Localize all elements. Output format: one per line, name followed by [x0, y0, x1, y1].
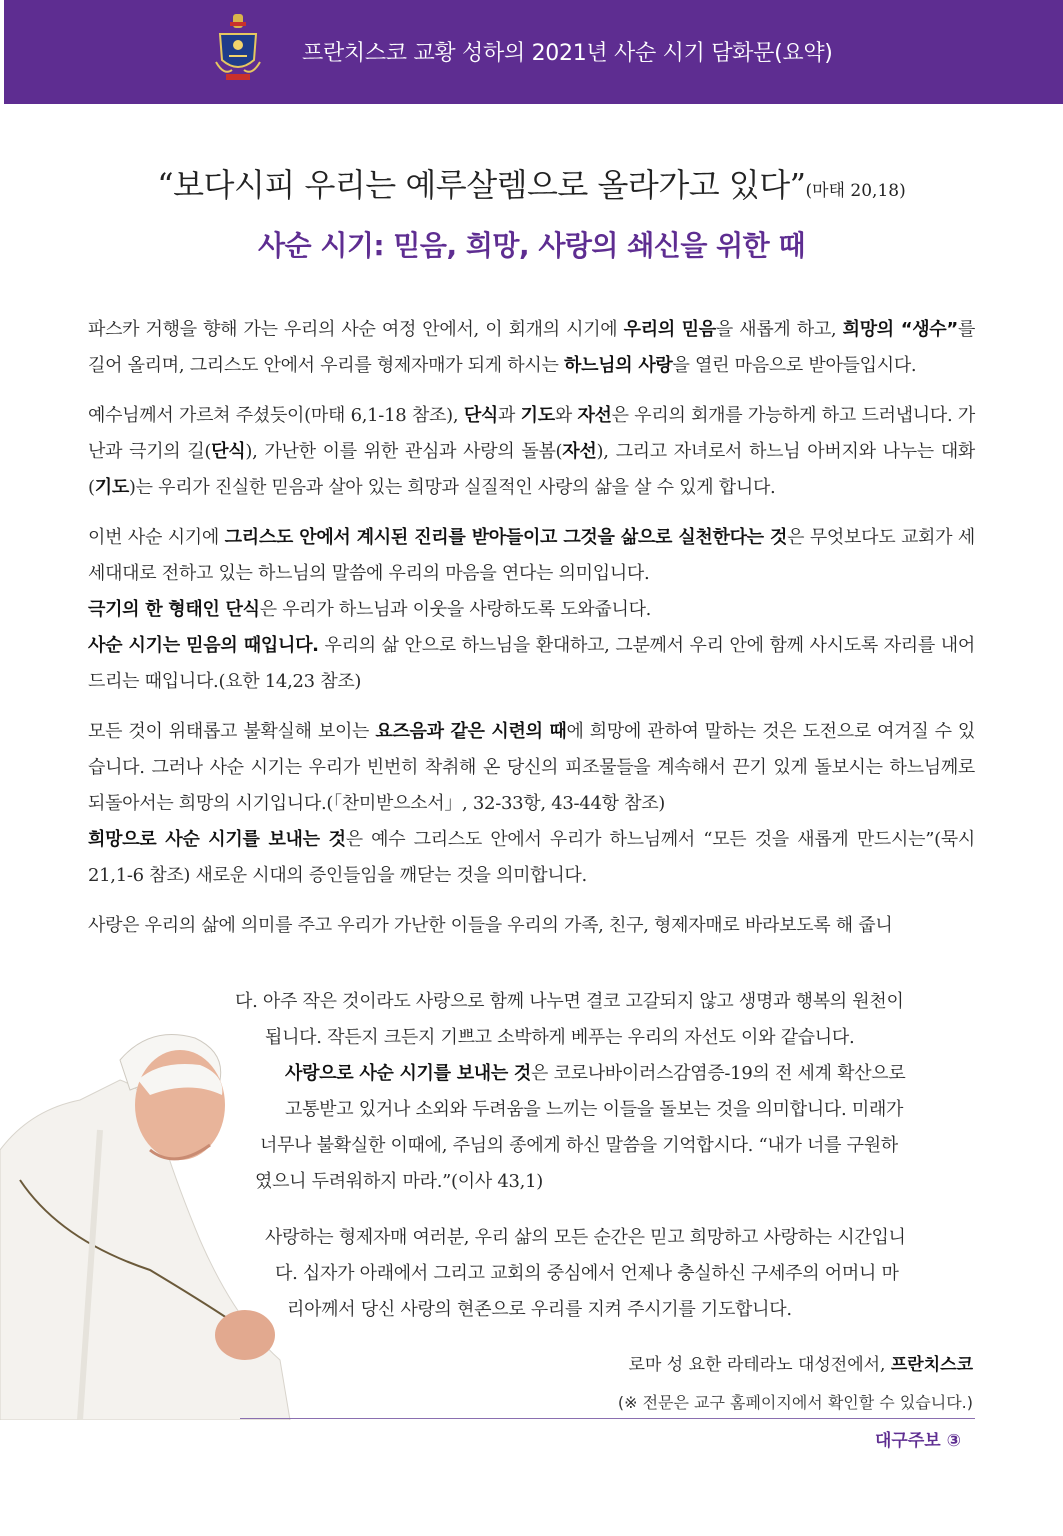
paragraph-9-line-3: 너무나 불확실한 이때에, 주님의 종에게 하신 말씀을 기억합시다. “내가 너를 구원하 [260, 1135, 898, 1156]
paragraph-1: 파스카 거행을 향해 가는 우리의 사순 여정 안에서, 이 회개의 시기에 우리의 믿음을 새롭게 하고, 희망의 “생수”를 길어 올리며, 그리스도 안에서 우리를 형제자매가 되게 하시는 하느님의 사랑을 열린 마음으로 받아들입시다. [88, 319, 976, 376]
paragraph-8-line-1: 사랑은 우리의 삶에 의미를 주고 우리가 가난한 이들을 우리의 가족, 친구, 형제자매로 바라보도록 해 줍니 [88, 915, 893, 936]
page-subtitle: 사순 시기: 믿음, 희망, 사랑의 쇄신을 위한 때 [257, 229, 806, 262]
signature: 로마 성 요한 라테라노 대성전에서, 프란치스코 [628, 1355, 973, 1375]
paragraph-10-line-2: 다. 십자가 아래에서 그리고 교회의 중심에서 언제나 충실하신 구세주의 어머니 마 [275, 1263, 899, 1284]
message-body [88, 312, 975, 944]
paragraph-10-line-3: 리아께서 당신 사랑의 현존으로 우리를 지켜 주시기를 기도합니다. [287, 1299, 792, 1320]
title-quote: “보다시피 우리는 예루살렘으로 올라가고 있다” [157, 166, 806, 204]
paragraph-4: 극기의 한 형태인 단식은 우리가 하느님과 이웃을 사랑하도록 도와줍니다. [88, 599, 652, 620]
papal-coat-of-arms-icon [214, 12, 262, 84]
paragraph-9-line-4: 였으니 두려워하지 마라.”(이사 43,1) [255, 1171, 543, 1192]
divider [240, 1418, 975, 1419]
page-title [0, 160, 1063, 206]
paragraph-9-line-2: 고통받고 있거나 소외와 두려움을 느끼는 이들을 돌보는 것을 의미합니다. 미래가 [285, 1099, 904, 1120]
author-name: 프란치스코 [890, 1355, 973, 1375]
header-banner [4, 0, 1063, 104]
title-reference: (마태 20,18) [805, 181, 906, 201]
paragraph-8-line-2: 다. 아주 작은 것이라도 사랑으로 함께 나누면 결코 고갈되지 않고 생명과 행복의 원천이 [235, 991, 904, 1012]
paragraph-5: 사순 시기는 믿음의 때입니다. 우리의 삶 안으로 하느님을 환대하고, 그분께서 우리 안에 함께 사시도록 자리를 내어드리는 때입니다.(요한 14,23 참조) [88, 635, 975, 692]
footer-page-label: 대구주보 ③ [875, 1431, 961, 1451]
paragraph-3: 이번 사순 시기에 그리스도 안에서 계시된 진리를 받아들이고 그것을 삶으로 실천한다는 것은 무엇보다도 교회가 세세대대로 전하고 있는 하느님의 말씀에 우리의 마음을 연다는 의미입니다. [88, 527, 975, 584]
paragraph-2: 예수님께서 가르쳐 주셨듯이(마태 6,1-18 참조), 단식과 기도와 자선은 우리의 회개를 가능하게 하고 드러냅니다. 가난과 극기의 길(단식), 가난한 이를 위한 관심과 사랑의 돌봄(자선), 그리고 자녀로서 하느님 아버지와 나누는 대화(기도)는 우리가 진실한 믿음과 살아 있는 희망과 실질적인 사랑의 삶을 살 수 있게 합니다. [88, 405, 976, 498]
pope-praying-photo [0, 1020, 300, 1420]
paragraph-6: 모든 것이 위태롭고 불확실해 보이는 요즈음과 같은 시련의 때에 희망에 관하여 말하는 것은 도전으로 여겨질 수 있습니다. 그러나 사순 시기는 우리가 빈번히 착취해 온 당신의 피조물들을 계속해서 끈기 있게 돌보시는 하느님께로 되돌아서는 희망의 시기입니다.(「찬미받으소서」, 32-33항, 43-44항 참조) [88, 721, 975, 814]
header-title: 프란치스코 교황 성하의 2021년 사순 시기 담화문(요약) [302, 41, 833, 66]
love-paragraph-block [235, 984, 975, 1200]
closing-paragraph-block [265, 1220, 975, 1328]
paragraph-7: 희망으로 사순 시기를 보내는 것은 예수 그리스도 안에서 우리가 하느님께서 “모든 것을 새롭게 만드시는”(묵시 21,1-6 참조) 새로운 시대의 증인들임을 깨닫는 것을 의미합니다. [88, 829, 975, 886]
paragraph-9-line-1: 사랑으로 사순 시기를 보내는 것은 코로나바이러스감염증-19의 전 세계 확산으로 [285, 1063, 906, 1084]
paragraph-10-line-1: 사랑하는 형제자매 여러분, 우리 삶의 모든 순간은 믿고 희망하고 사랑하는 시간입니 [265, 1227, 906, 1248]
full-text-note: (※ 전문은 교구 홈페이지에서 확인할 수 있습니다.) [617, 1393, 973, 1412]
paragraph-8-line-3: 됩니다. 작든지 크든지 기쁘고 소박하게 베푸는 우리의 자선도 이와 같습니다. [265, 1027, 855, 1048]
